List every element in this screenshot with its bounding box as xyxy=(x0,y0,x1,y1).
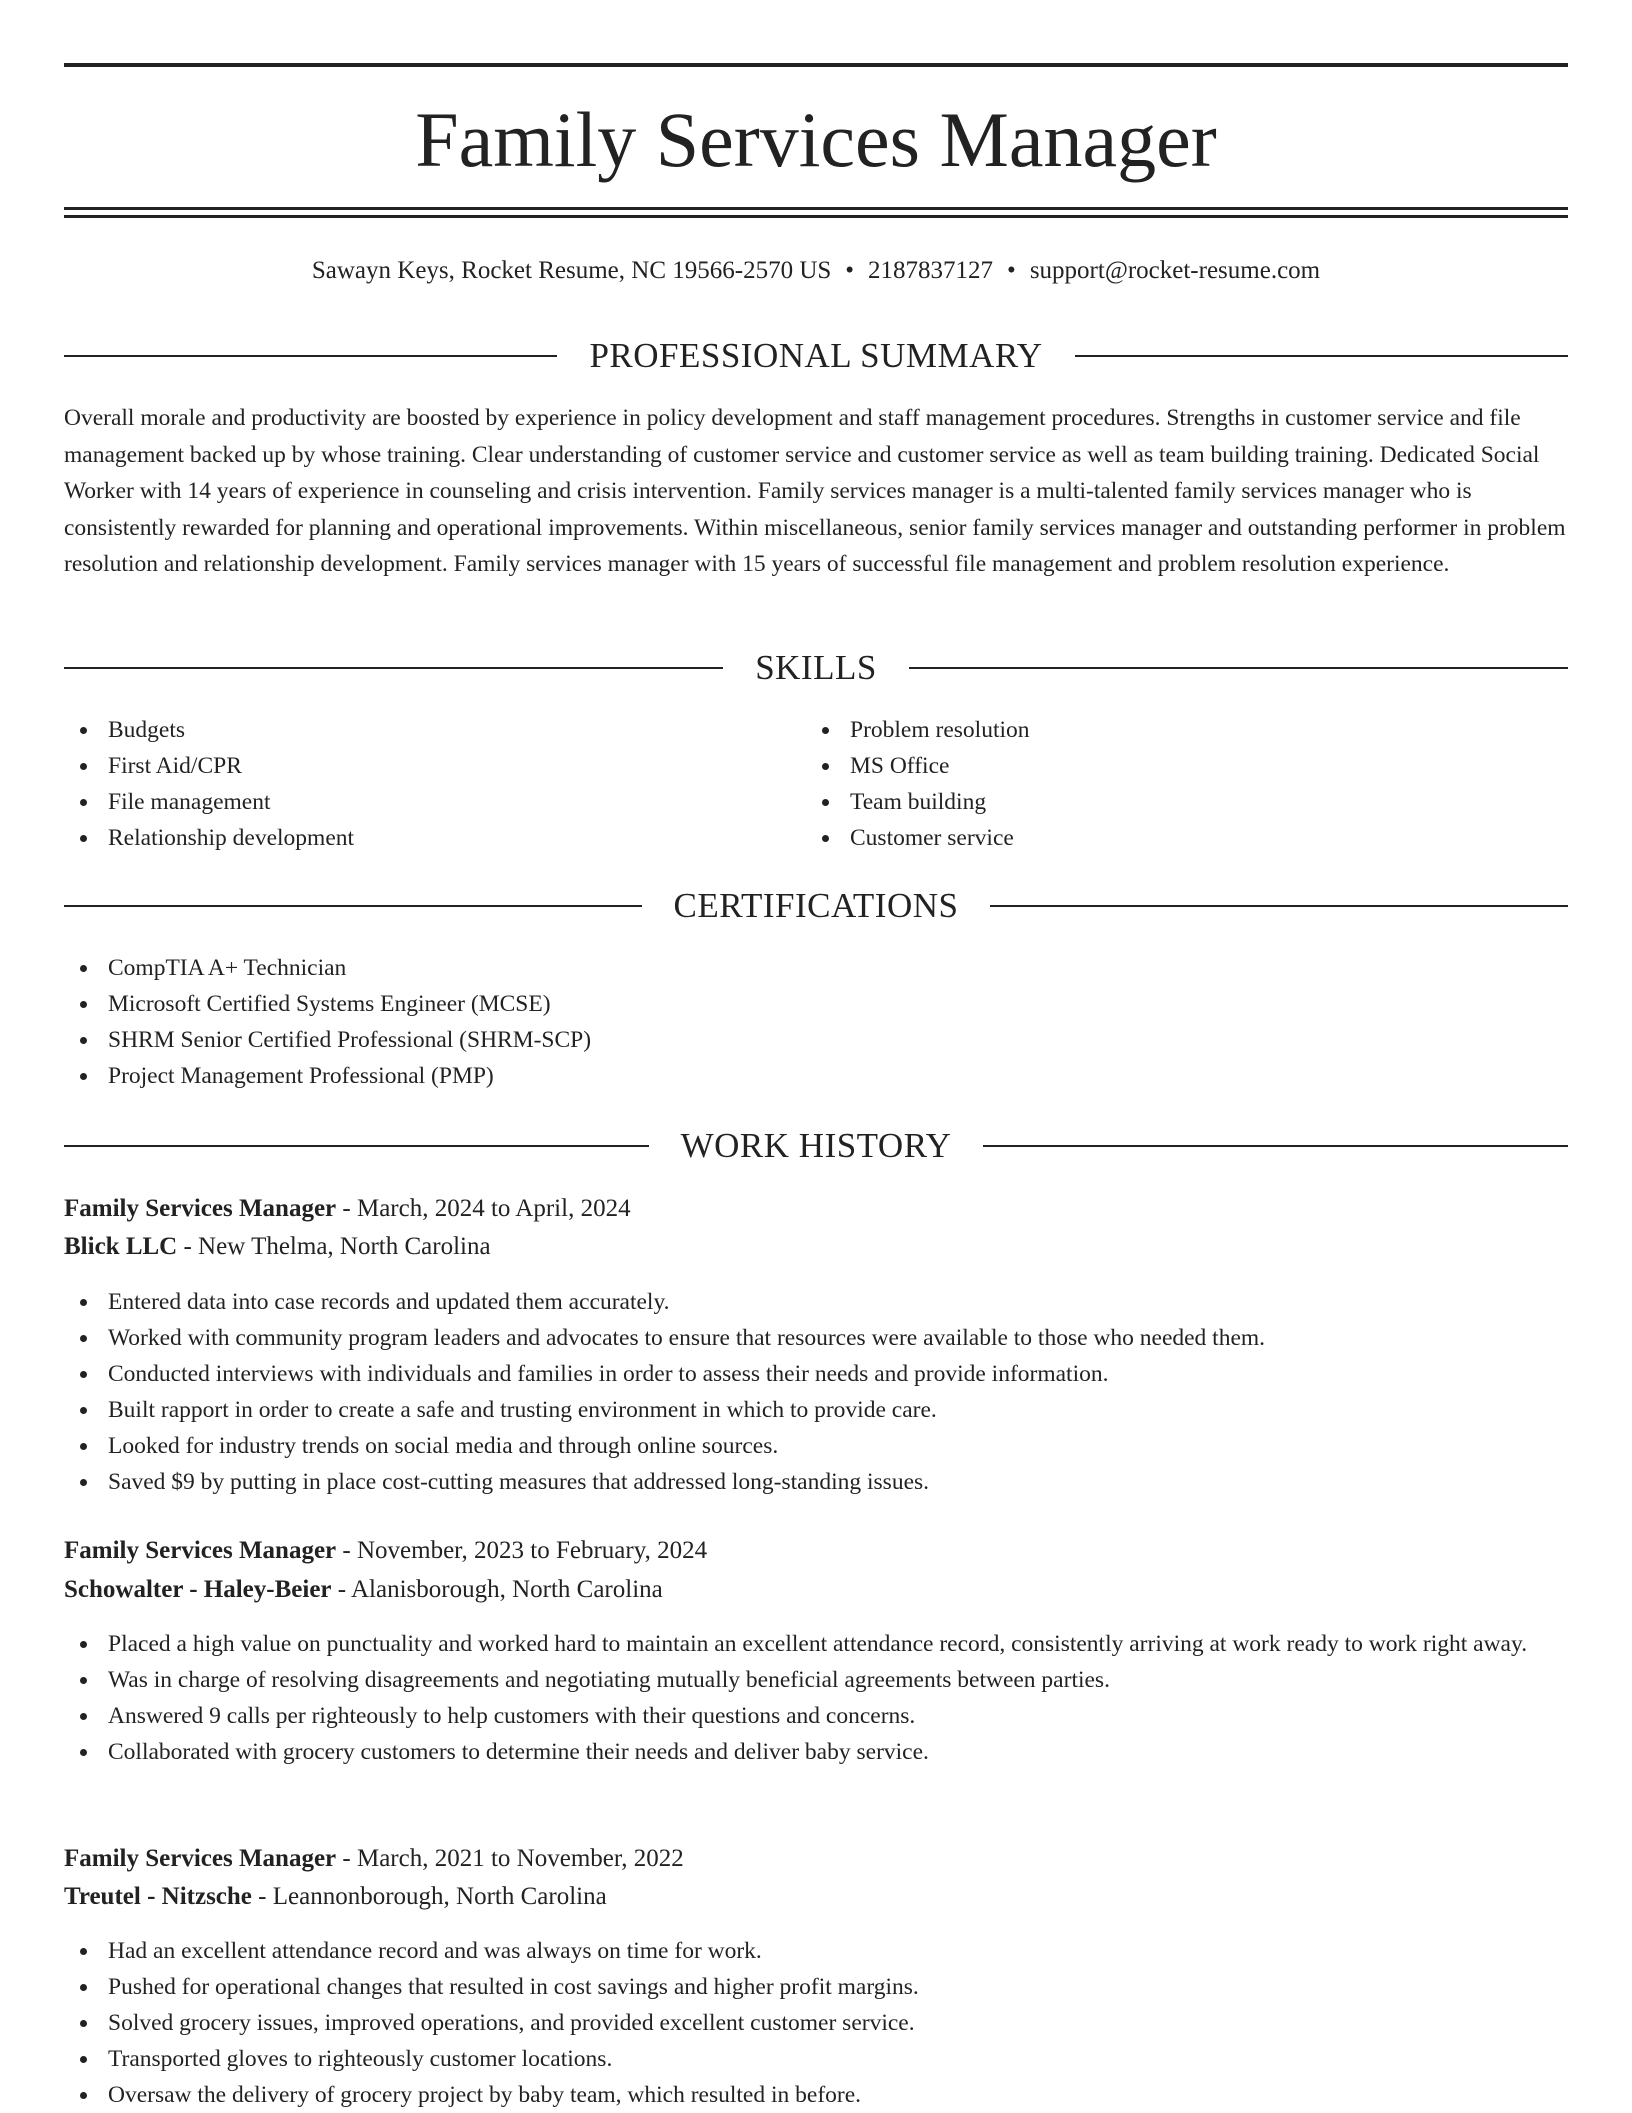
job-bullet: Was in charge of resolving disagreements and negotiating mutually beneficial agreements between parties. xyxy=(64,1662,1568,1698)
job-company: Treutel - Nitzsche xyxy=(64,1883,252,1910)
title-rule-lower xyxy=(64,215,1568,218)
heading-rule xyxy=(990,905,1568,907)
section-heading-summary xyxy=(64,334,1568,378)
section-title: PROFESSIONAL SUMMARY xyxy=(589,336,1043,375)
contact-line xyxy=(64,254,1568,288)
section-title: CERTIFICATIONS xyxy=(673,886,959,925)
job-bullet: Built rapport in order to create a safe and trusting environment in which to provide care. xyxy=(64,1392,1568,1428)
heading-rule xyxy=(64,1145,649,1147)
certification-item: Project Management Professional (PMP) xyxy=(64,1058,1568,1094)
job-bullet: Saved $9 by putting in place cost-cutting measures that addressed long-standing issues. xyxy=(64,1464,1568,1500)
job-bullet: Entered data into case records and updated them accurately. xyxy=(64,1284,1568,1320)
skill-item: MS Office xyxy=(806,748,1506,784)
skill-item: Relationship development xyxy=(64,820,764,856)
job-title: Family Services Manager xyxy=(64,1845,337,1872)
job-title-line xyxy=(64,1840,1568,1878)
title-rule-upper xyxy=(64,207,1568,210)
skill-item: First Aid/CPR xyxy=(64,748,764,784)
job-company-line xyxy=(64,1228,1568,1266)
skill-item: Problem resolution xyxy=(806,712,1506,748)
job-bullet: Conducted interviews with individuals and families in order to assess their needs and provide information. xyxy=(64,1356,1568,1392)
section-heading-skills xyxy=(64,646,1568,690)
job-bullets xyxy=(64,1933,1568,2113)
job-bullet: Answered 9 calls per righteously to help customers with their questions and concerns. xyxy=(64,1698,1568,1734)
contact-email[interactable]: support@rocket-resume.com xyxy=(1029,257,1321,284)
job-dates: - March, 2024 to April, 2024 xyxy=(336,1195,631,1222)
contact-address: Sawayn Keys, Rocket Resume, NC 19566-2570 US xyxy=(311,257,832,284)
job-title-line xyxy=(64,1532,1568,1570)
job-bullet: Looked for industry trends on social media and through online sources. xyxy=(64,1428,1568,1464)
job-company-line xyxy=(64,1878,1568,1916)
skill-item: File management xyxy=(64,784,764,820)
job-title: Family Services Manager xyxy=(64,1537,337,1564)
job-company: Blick LLC xyxy=(64,1233,178,1260)
certifications-list xyxy=(64,950,1568,1094)
heading-rule xyxy=(64,667,723,669)
heading-rule xyxy=(909,667,1568,669)
certification-item: Microsoft Certified Systems Engineer (MCSE) xyxy=(64,986,1568,1022)
skills-list-left xyxy=(64,712,764,856)
summary-text: Overall morale and productivity are boosted by experience in policy development and staff management procedures. Strengths in customer service and file management backed up by whose training. Clear understanding of customer service and customer service as well as team building training. Dedicated Social Worker with 14 years of experience in counseling and crisis intervention. Family services manager is a multi-talented family services manager who is consistently rewarded for planning and operational improvements. Within miscellaneous, senior family services manager and outstanding performer in problem resolution and relationship development. Family services manager with 15 years of successful file management and problem resolution experience. xyxy=(64,405,1566,577)
certification-item: CompTIA A+ Technician xyxy=(64,950,1568,986)
heading-rule xyxy=(1075,355,1568,357)
skill-item: Customer service xyxy=(806,820,1506,856)
job-company-line xyxy=(64,1571,1568,1609)
job-bullets xyxy=(64,1284,1568,1500)
resume-title: Family Services Manager xyxy=(415,96,1217,183)
job-company: Schowalter - Haley-Beier xyxy=(64,1576,332,1603)
skill-item: Budgets xyxy=(64,712,764,748)
job-location: - Leannonborough, North Carolina xyxy=(251,1883,607,1910)
skill-item: Team building xyxy=(806,784,1506,820)
job-bullet: Placed a high value on punctuality and worked hard to maintain an excellent attendance record, consistently arriving at work ready to work right away. xyxy=(64,1626,1568,1662)
job-bullet: Had an excellent attendance record and was always on time for work. xyxy=(64,1933,1568,1969)
heading-rule xyxy=(983,1145,1568,1147)
top-rule xyxy=(64,63,1568,67)
section-heading-certifications xyxy=(64,884,1568,928)
skills-list-right xyxy=(806,712,1506,856)
job-dates: - March, 2021 to November, 2022 xyxy=(336,1845,684,1872)
job-bullet: Worked with community program leaders and advocates to ensure that resources were available to those who needed them. xyxy=(64,1320,1568,1356)
job-bullet: Solved grocery issues, improved operations, and provided excellent customer service. xyxy=(64,2005,1568,2041)
section-title: SKILLS xyxy=(755,648,877,687)
heading-rule xyxy=(64,905,642,907)
job-location: - New Thelma, North Carolina xyxy=(177,1233,491,1260)
job-location: - Alanisborough, North Carolina xyxy=(331,1576,663,1603)
job-title: Family Services Manager xyxy=(64,1195,337,1222)
contact-phone: 2187837127 xyxy=(868,257,994,284)
heading-rule xyxy=(64,355,557,357)
job-bullet: Collaborated with grocery customers to determine their needs and deliver baby service. xyxy=(64,1734,1568,1770)
job-bullet: Transported gloves to righteously customer locations. xyxy=(64,2041,1568,2077)
section-heading-work-history xyxy=(64,1124,1568,1168)
section-title: WORK HISTORY xyxy=(680,1126,952,1165)
job-bullet: Pushed for operational changes that resulted in cost savings and higher profit margins. xyxy=(64,1969,1568,2005)
contact-separator: • xyxy=(845,257,855,284)
job-bullets xyxy=(64,1626,1568,1770)
job-bullet: Oversaw the delivery of grocery project by baby team, which resulted in before. xyxy=(64,2077,1568,2113)
contact-separator: • xyxy=(1007,257,1016,284)
job-title-line xyxy=(64,1190,1568,1228)
certification-item: SHRM Senior Certified Professional (SHRM-SCP) xyxy=(64,1022,1568,1058)
job-dates: - November, 2023 to February, 2024 xyxy=(336,1537,708,1564)
